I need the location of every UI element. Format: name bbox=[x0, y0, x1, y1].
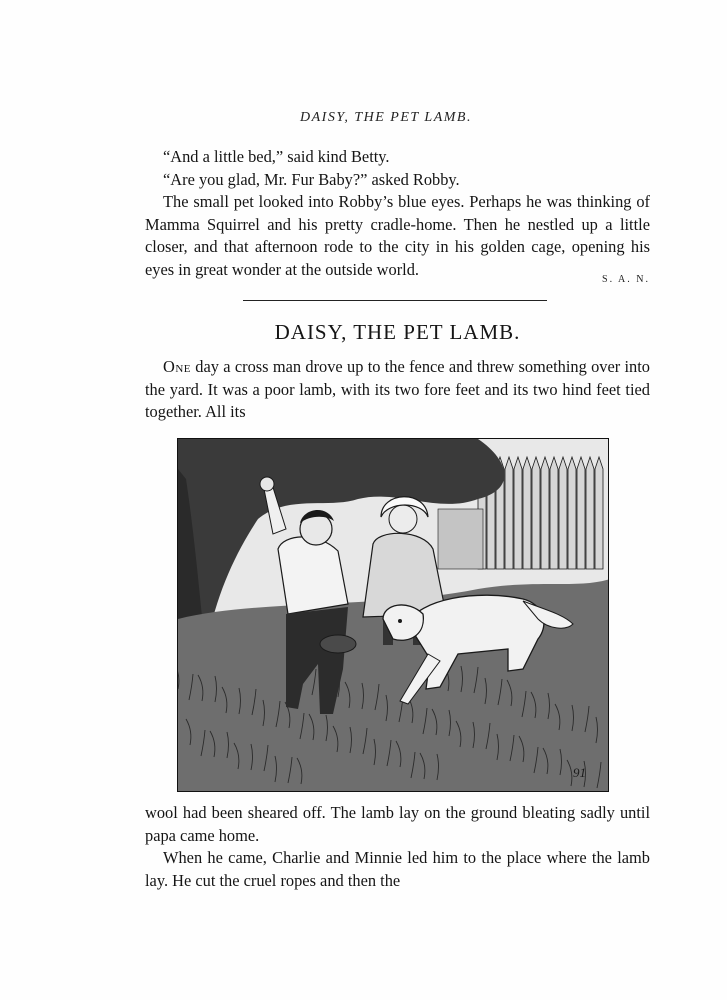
fence-picket bbox=[586, 457, 594, 569]
artist-signature: 91 bbox=[573, 765, 586, 780]
chapter-continued-text bbox=[145, 802, 650, 892]
engraving-drawing bbox=[178, 439, 609, 792]
paragraph bbox=[145, 356, 650, 424]
author-initials: S. A. N. bbox=[602, 274, 650, 285]
paragraph: “Are you glad, Mr. Fur Baby?” asked Robby. bbox=[163, 169, 460, 189]
paragraph: The small pet looked into Robby’s blue eyes. Perhaps he was thinking of Mamma Squirrel and his pretty cradle-home. Then he nestled up a little closer, and that afternoon rode to the city in his golden cage, opening his eyes in great wonder at the outside world. bbox=[145, 192, 650, 279]
fence-picket bbox=[532, 457, 540, 569]
chapter-intro-text bbox=[145, 356, 650, 424]
fence-picket bbox=[550, 457, 558, 569]
fence-picket bbox=[514, 457, 522, 569]
chapter-title: DAISY, THE PET LAMB. bbox=[274, 320, 521, 344]
fence-panel bbox=[438, 509, 483, 569]
section-divider bbox=[243, 300, 547, 301]
fence-picket bbox=[505, 457, 513, 569]
boy-hat-in-hand bbox=[320, 635, 356, 653]
drop-word: One bbox=[163, 357, 191, 376]
paragraph: “And a little bed,” said kind Betty. bbox=[163, 147, 390, 166]
fence-picket bbox=[577, 457, 585, 569]
running-head: DAISY, THE PET LAMB. bbox=[300, 110, 472, 125]
girl-face bbox=[389, 505, 417, 533]
fence-picket bbox=[541, 457, 549, 569]
paragraph: wool had been sheared off. The lamb lay on the ground bleating sadly until papa came home. bbox=[145, 803, 650, 845]
paragraph: When he came, Charlie and Minnie led him to the place where the lamb lay. He cut the cruel ropes and then the bbox=[145, 848, 650, 890]
lamb-eye bbox=[398, 619, 402, 623]
fence-picket bbox=[559, 457, 567, 569]
paragraph-text: day a cross man drove up to the fence and threw something over into the yard. It was a poor lamb, with its two fore feet and its two hind feet tied together. All its bbox=[145, 357, 650, 421]
story-ending-text bbox=[145, 146, 650, 281]
fence-picket bbox=[595, 457, 603, 569]
fence-picket bbox=[523, 457, 531, 569]
engraving-illustration bbox=[177, 438, 609, 792]
boy-hand bbox=[260, 477, 274, 491]
fence-picket bbox=[568, 457, 576, 569]
